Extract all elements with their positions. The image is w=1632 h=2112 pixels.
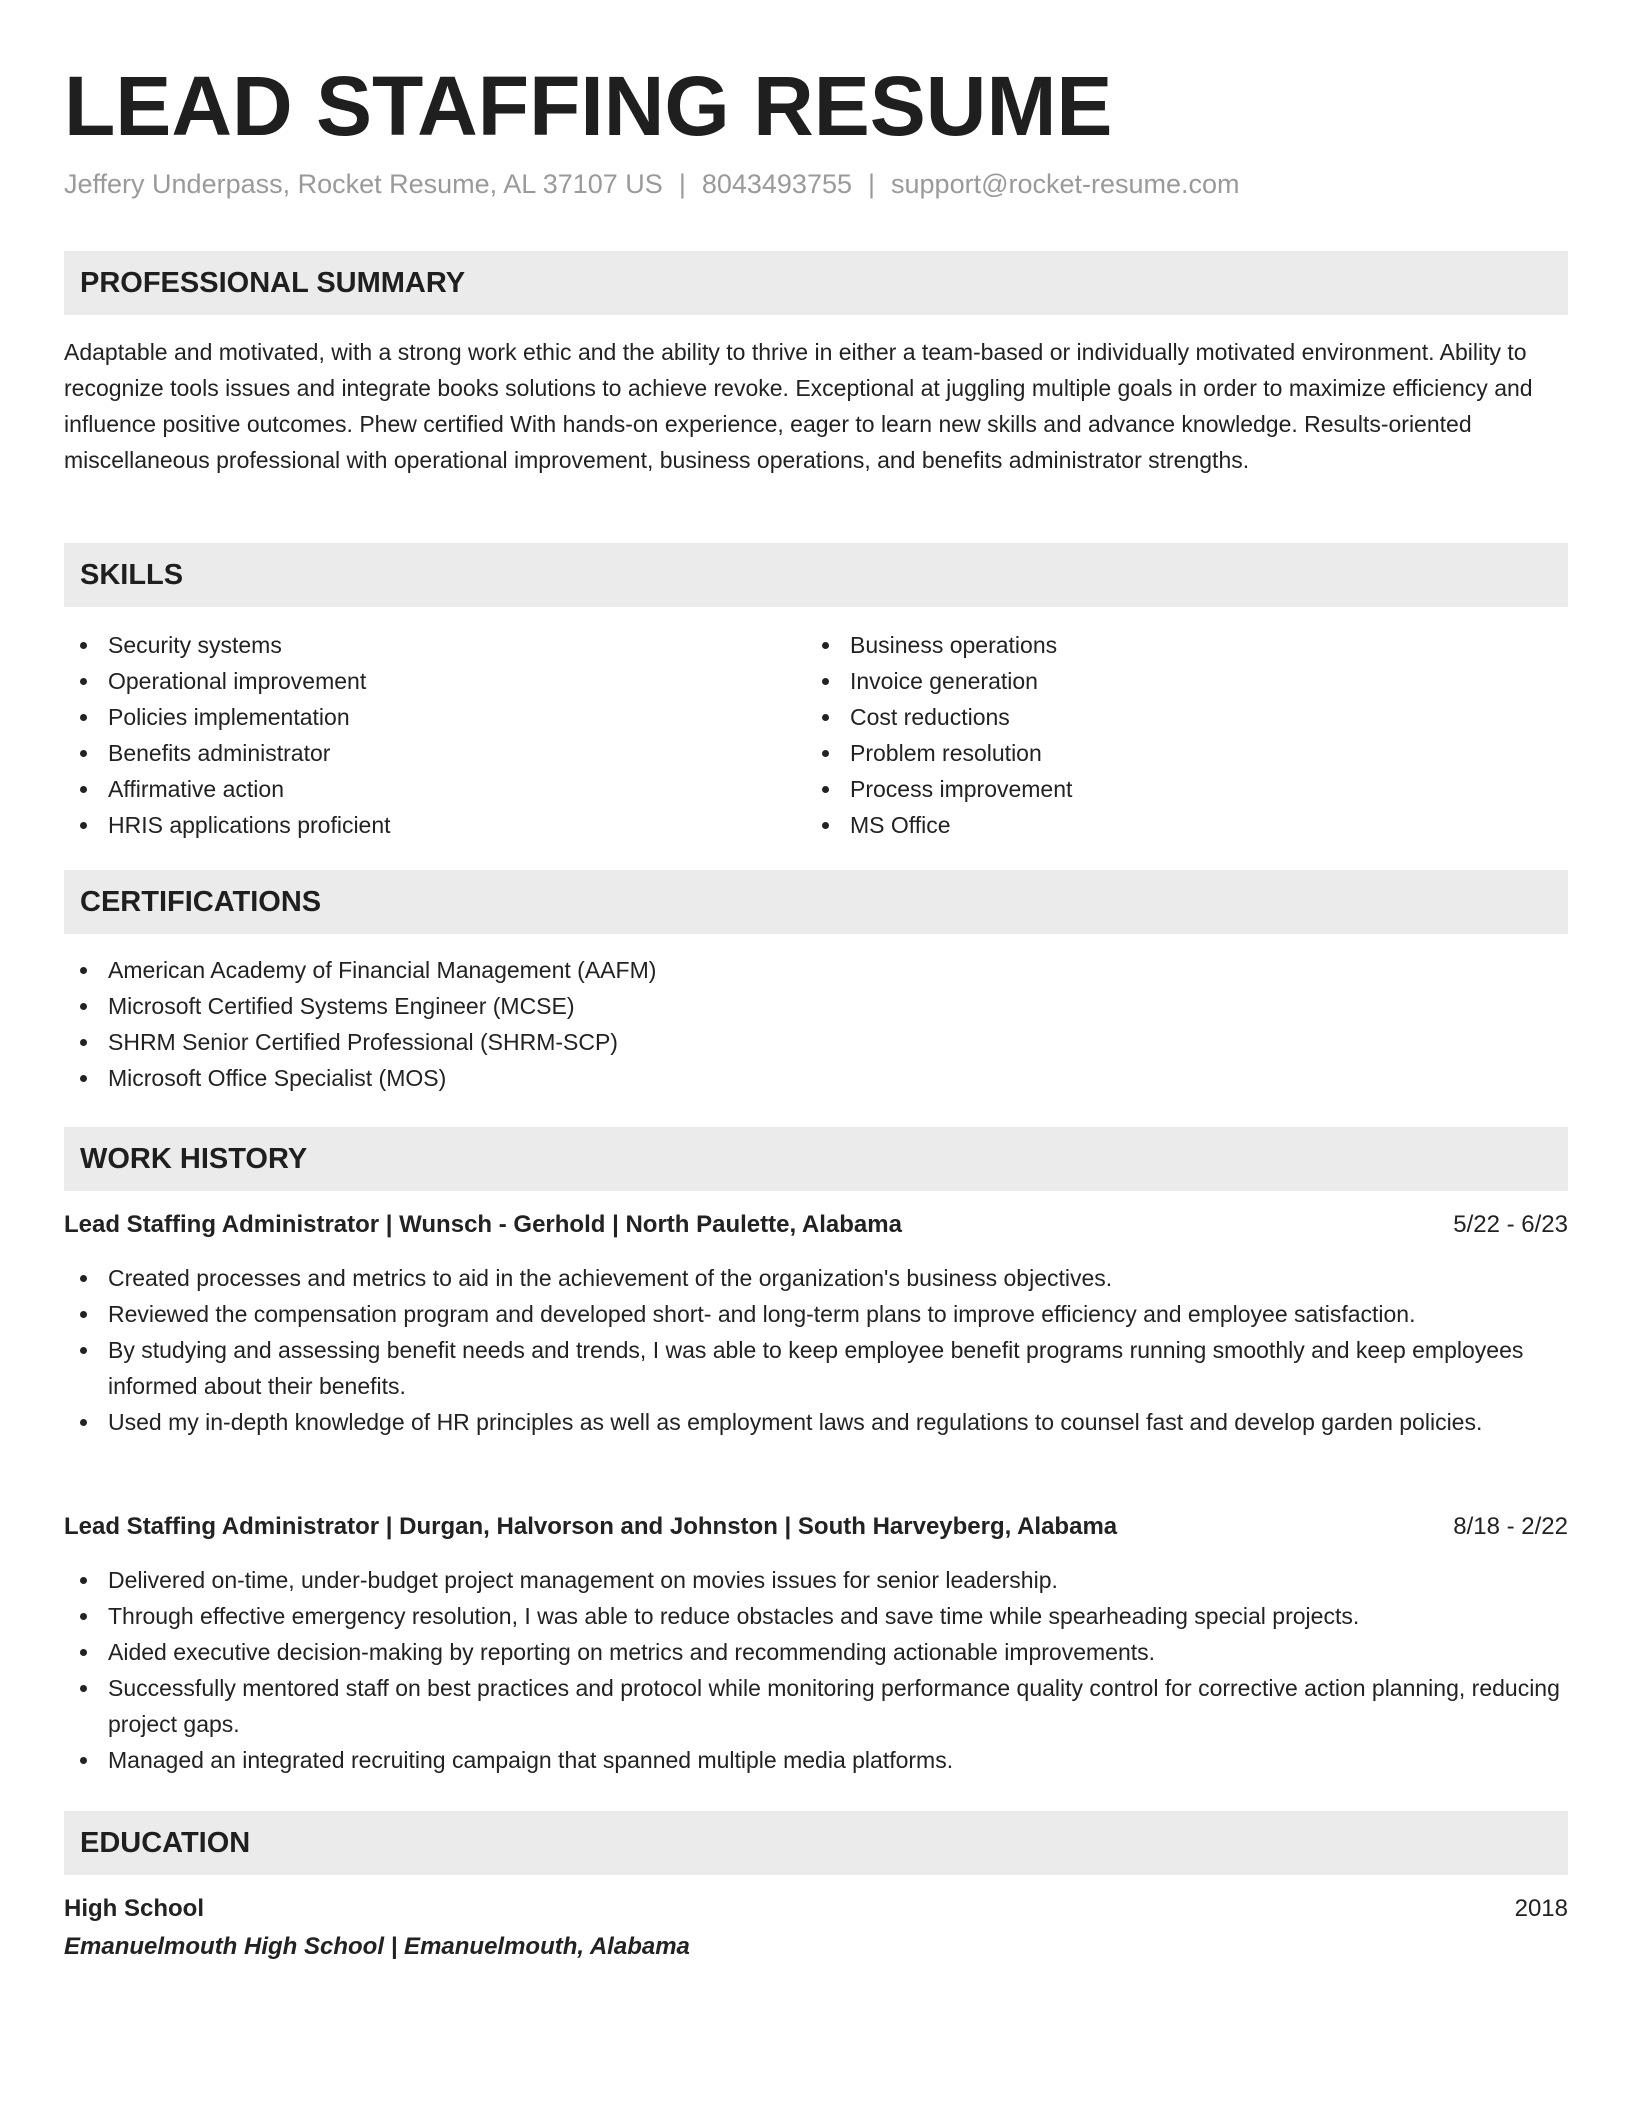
job-duty-item: Successfully mentored staff on best practices and protocol while monitoring performance quality control for corrective action planning, reducing project gaps. — [64, 1670, 1568, 1742]
skill-item: Affirmative action — [64, 771, 784, 807]
certifications-block — [64, 952, 1568, 1096]
job-title-1: Lead Staffing Administrator | Wunsch - Gerhold | North Paulette, Alabama — [64, 1211, 902, 1238]
skills-left-column — [64, 627, 784, 843]
certification-item: SHRM Senior Certified Professional (SHRM-SCP) — [64, 1024, 1568, 1060]
education-year: 2018 — [1514, 1895, 1568, 1922]
contact-email: support@rocket-resume.com — [891, 169, 1240, 199]
contact-address: Jeffery Underpass, Rocket Resume, AL 37107 US — [64, 169, 663, 199]
skills-heading: SKILLS — [64, 543, 1568, 607]
skill-item: MS Office — [806, 807, 1566, 843]
contact-separator: | — [868, 169, 876, 199]
job-duty-item: Through effective emergency resolution, I was able to reduce obstacles and save time while spearheading special projects. — [64, 1598, 1568, 1634]
certification-item: American Academy of Financial Management (AAFM) — [64, 952, 1568, 988]
summary-heading: PROFESSIONAL SUMMARY — [64, 251, 1568, 315]
job-1-bullet-list — [64, 1260, 1568, 1440]
skills-list-right — [806, 627, 1566, 843]
job-duty-item: Used my in-depth knowledge of HR principles as well as employment laws and regulations to counsel fast and develop garden policies. — [64, 1404, 1568, 1440]
skill-item: Problem resolution — [806, 735, 1566, 771]
skill-item: Security systems — [64, 627, 784, 663]
job-1-duties — [64, 1260, 1568, 1440]
skill-item: Business operations — [806, 627, 1566, 663]
skill-item: Process improvement — [806, 771, 1566, 807]
contact-phone: 8043493755 — [701, 169, 852, 199]
skill-item: Benefits administrator — [64, 735, 784, 771]
job-duty-item: Created processes and metrics to aid in the achievement of the organization's business objectives. — [64, 1260, 1568, 1296]
job-duty-item: Reviewed the compensation program and developed short- and long-term plans to improve efficiency and employee satisfaction. — [64, 1296, 1568, 1332]
skill-item: HRIS applications proficient — [64, 807, 784, 843]
skills-right-column — [806, 627, 1566, 843]
job-2-duties — [64, 1562, 1568, 1778]
job-dates-1: 5/22 - 6/23 — [1453, 1211, 1568, 1238]
skill-item: Policies implementation — [64, 699, 784, 735]
certifications-list — [64, 952, 1568, 1096]
job-duty-item: By studying and assessing benefit needs and trends, I was able to keep employee benefit programs running smoothly and keep employees informed about their benefits. — [64, 1332, 1568, 1404]
summary-text: Adaptable and motivated, with a strong work ethic and the ability to thrive in either a team-based or individually motivated environment. Ability to recognize tools issues and integrate books solutions to achieve revoke. Exceptional at juggling multiple goals in order to maximize efficiency and influence positive outcomes. Phew certified With hands-on experience, eager to learn new skills and advance knowledge. Results-oriented miscellaneous professional with operational improvement, business operations, and benefits administrator strengths. — [64, 339, 1533, 473]
contact-line — [64, 166, 1240, 202]
skills-list-left — [64, 627, 784, 843]
work-history-heading: WORK HISTORY — [64, 1127, 1568, 1191]
education-heading: EDUCATION — [64, 1811, 1568, 1875]
job-dates-2: 8/18 - 2/22 — [1453, 1513, 1568, 1540]
education-school: Emanuelmouth High School | Emanuelmouth, Alabama — [64, 1933, 690, 1960]
resume-title: LEAD STAFFING RESUME — [64, 59, 1113, 153]
skill-item: Operational improvement — [64, 663, 784, 699]
contact-separator: | — [678, 169, 686, 199]
job-2-bullet-list — [64, 1562, 1568, 1778]
education-degree: High School — [64, 1895, 204, 1922]
skill-item: Cost reductions — [806, 699, 1566, 735]
job-duty-item: Aided executive decision-making by reporting on metrics and recommending actionable improvements. — [64, 1634, 1568, 1670]
certification-item: Microsoft Office Specialist (MOS) — [64, 1060, 1568, 1096]
job-title-2: Lead Staffing Administrator | Durgan, Halvorson and Johnston | South Harveyberg, Alabama — [64, 1513, 1118, 1540]
certifications-heading: CERTIFICATIONS — [64, 870, 1568, 934]
skill-item: Invoice generation — [806, 663, 1566, 699]
job-duty-item: Delivered on-time, under-budget project management on movies issues for senior leadership. — [64, 1562, 1568, 1598]
job-duty-item: Managed an integrated recruiting campaign that spanned multiple media platforms. — [64, 1742, 1568, 1778]
certification-item: Microsoft Certified Systems Engineer (MCSE) — [64, 988, 1568, 1024]
